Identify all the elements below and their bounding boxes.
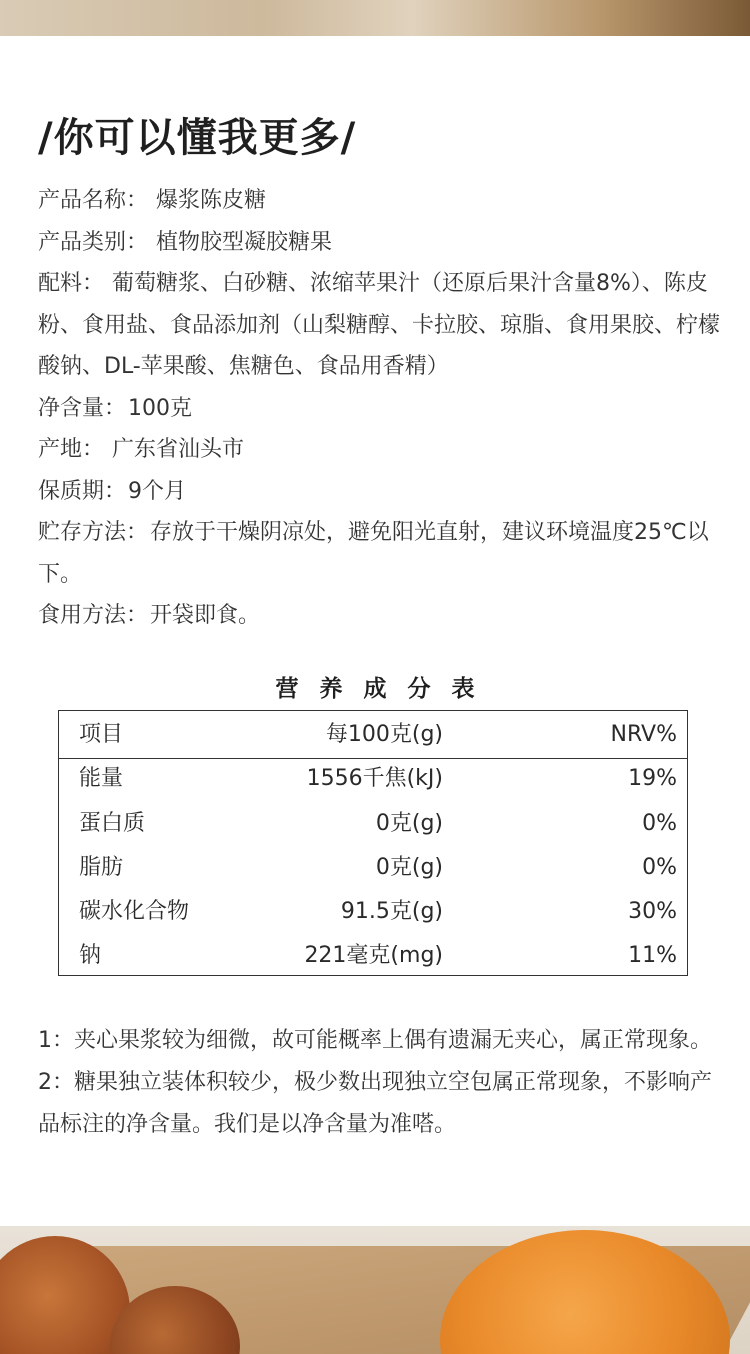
nutrient-per-100g: 1556千焦(kJ) — [306, 766, 443, 791]
nutrient-nrv: 11% — [628, 943, 677, 968]
note-item: 1：夹心果浆较为细微，故可能概率上偶有遗漏无夹心，属正常现象。 — [38, 1028, 712, 1053]
table-row — [59, 804, 687, 844]
info-label: 配料： — [38, 271, 105, 296]
nutrition-table-title: 营养成分表 — [275, 676, 496, 702]
header-nrv: NRV% — [610, 722, 677, 747]
table-row — [59, 892, 687, 932]
info-value: 100克 — [128, 395, 193, 421]
info-label: 产地： — [38, 437, 105, 462]
nutrient-name: 脂肪 — [79, 855, 124, 880]
info-row-category — [38, 222, 728, 264]
section-title: /你可以懂我更多/ — [38, 115, 357, 161]
info-row-shelf-life — [38, 471, 728, 513]
nutrient-name: 碳水化合物 — [79, 899, 190, 924]
info-row-net-content — [38, 388, 728, 430]
product-info — [38, 180, 728, 637]
nutrient-per-100g: 0克(g) — [375, 855, 443, 880]
nutrient-per-100g: 0克(g) — [375, 811, 443, 836]
nutrient-nrv: 19% — [628, 766, 677, 791]
info-row-storage — [38, 512, 728, 595]
info-value: 9个月 — [128, 478, 187, 504]
notes-section — [38, 1020, 728, 1146]
info-value: 存放于干燥阴凉处，避免阳光直射，建议环境温度25℃以下。 — [38, 520, 709, 587]
bottom-product-photo — [0, 1226, 750, 1354]
info-label: 产品类别： — [38, 229, 149, 255]
info-row-ingredients — [38, 263, 728, 388]
table-row — [59, 848, 687, 888]
info-row-usage — [38, 595, 728, 637]
info-label: 食用方法： — [38, 603, 149, 628]
note-item: 2：糖果独立装体积较少，极少数出现独立空包属正常现象，不影响产品标注的净含量。我们是以净含量为准嗒。 — [38, 1070, 712, 1137]
info-value: 广东省汕头市 — [112, 437, 245, 462]
nutrient-nrv: 0% — [642, 855, 677, 880]
info-value: 葡萄糖浆、白砂糖、浓缩苹果汁（还原后果汁含量8%）、陈皮粉、食用盐、食品添加剂（山梨糖醇、卡拉胶、琼脂、食用果胶、柠檬酸钠、DL-苹果酸、焦糖色、食品用香精） — [38, 271, 721, 379]
nutrition-header-row — [59, 715, 687, 755]
nutrient-name: 能量 — [79, 766, 124, 791]
info-value: 开袋即食。 — [150, 603, 261, 628]
nutrient-name: 钠 — [79, 943, 102, 968]
info-label: 贮存方法： — [38, 520, 149, 545]
top-product-photo — [0, 0, 750, 36]
nutrient-nrv: 0% — [642, 811, 677, 836]
nutrient-per-100g: 221毫克(mg) — [304, 943, 443, 968]
info-label: 净含量： — [38, 395, 127, 421]
header-per-100g: 每100克(g) — [325, 722, 443, 747]
info-label: 保质期： — [38, 478, 127, 504]
nutrient-nrv: 30% — [628, 899, 677, 924]
info-row-origin — [38, 429, 728, 471]
nutrition-table — [58, 710, 688, 976]
info-row-name — [38, 180, 728, 222]
info-label: 产品名称： — [38, 188, 149, 213]
info-value: 爆浆陈皮糖 — [156, 188, 267, 213]
nutrient-per-100g: 91.5克(g) — [340, 899, 443, 924]
header-item: 项目 — [79, 722, 124, 747]
table-row — [59, 759, 687, 799]
info-value: 植物胶型凝胶糖果 — [156, 229, 333, 255]
nutrient-name: 蛋白质 — [79, 811, 146, 836]
table-row — [59, 936, 687, 976]
